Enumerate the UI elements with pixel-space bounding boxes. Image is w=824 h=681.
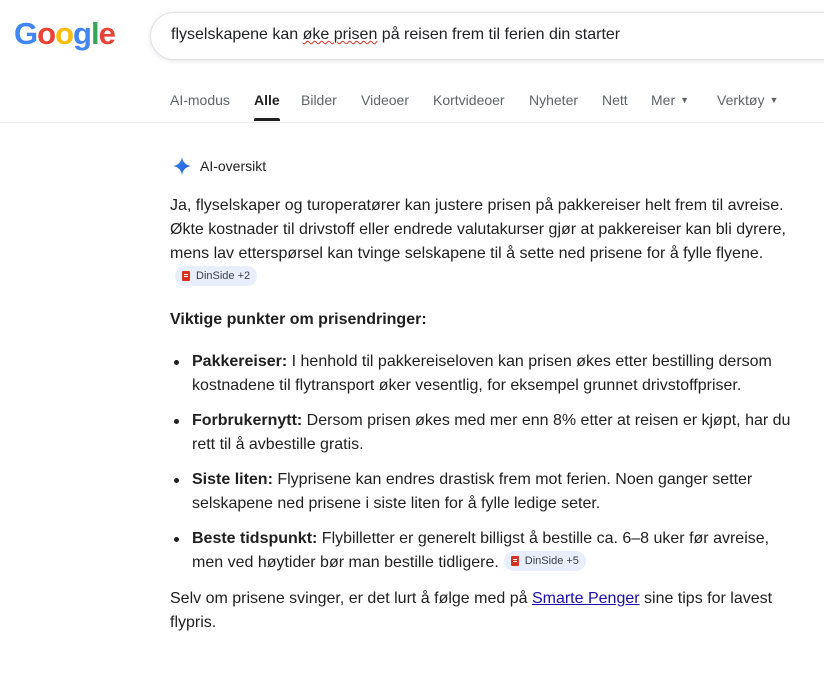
header-divider xyxy=(0,122,824,123)
smarte-penger-link[interactable]: Smarte Penger xyxy=(531,590,640,607)
list-item xyxy=(192,527,800,575)
bullet-text: I henhold til pakkereiseloven kan prisen økes etter bestilling dersom kostnadene til flytransport øker vesentlig, for eksempel grunnet drivstoffpriser. xyxy=(192,353,772,394)
intro-text: Ja, flyselskaper og turoperatører kan justere prisen på pakkereiser helt frem til avreise. Økte kostnader til drivstoff eller endrede valutakurser gjør at pakkereiser kan bli dyrere, mens lav etterspørsel kan tvinge selskapene til å sette ned prisene for å fylle flyene. xyxy=(170,197,786,262)
tab-verktoy-label: Verktøy xyxy=(717,92,765,108)
closing-paragraph xyxy=(170,587,800,635)
source-icon xyxy=(182,271,190,281)
closing-text: sine tips for lavest flypris. xyxy=(170,590,773,631)
tab-verktoy[interactable] xyxy=(717,92,778,108)
tab-kortvideoer[interactable]: Kortvideoer xyxy=(433,92,505,108)
source-chip[interactable] xyxy=(504,551,586,571)
logo-letter: o xyxy=(37,16,56,51)
query-text: på reisen frem til ferien din starter xyxy=(377,26,621,43)
closing-text: Selv om prisene svinger, er det lurt å følge med på xyxy=(170,590,532,607)
logo-letter: G xyxy=(14,16,38,51)
tab-ai-modus[interactable]: AI-modus xyxy=(170,92,230,108)
query-misspelled-text: øke prisen xyxy=(302,26,378,43)
bullet-title: Forbrukernytt: xyxy=(192,412,303,429)
ai-overview-content xyxy=(170,194,800,635)
caret-down-icon: ▼ xyxy=(680,95,690,105)
source-chip[interactable] xyxy=(175,266,257,286)
caret-down-icon: ▼ xyxy=(769,95,779,105)
ai-overview-label: AI-oversikt xyxy=(200,158,267,174)
tab-alle[interactable]: Alle xyxy=(254,92,280,108)
source-chip-label: DinSide +5 xyxy=(524,555,579,567)
bullet-text: Flybilletter er generelt billigst å bestille ca. 6–8 uker før avreise, men ved høytider bør man bestille tidligere. xyxy=(192,530,770,571)
query-text: flyselskapene kan xyxy=(171,26,303,43)
bullet-list xyxy=(170,350,800,575)
bullet-title: Pakkereiser: xyxy=(192,353,288,370)
search-box[interactable] xyxy=(150,12,824,60)
tab-nyheter[interactable]: Nyheter xyxy=(529,92,579,108)
source-icon xyxy=(511,556,519,566)
google-logo[interactable] xyxy=(14,16,115,52)
bullet-text: Dersom prisen økes med mer enn 8% etter at reisen er kjøpt, har du rett til å avbestille gratis. xyxy=(192,412,791,453)
list-item xyxy=(192,350,800,398)
sparkle-icon xyxy=(172,156,192,176)
tab-videoer[interactable]: Videoer xyxy=(361,92,410,108)
logo-letter: g xyxy=(73,16,91,51)
list-item xyxy=(192,468,800,516)
list-item xyxy=(192,409,800,457)
tab-bilder[interactable]: Bilder xyxy=(301,92,337,108)
logo-letter: o xyxy=(55,16,73,51)
search-input[interactable] xyxy=(171,26,620,44)
logo-letter: l xyxy=(90,16,99,51)
bullet-title: Beste tidspunkt: xyxy=(192,530,318,547)
tab-mer-label: Mer xyxy=(651,92,676,108)
tab-mer[interactable] xyxy=(651,92,689,108)
intro-paragraph xyxy=(170,194,800,290)
bullet-title: Siste liten: xyxy=(192,471,273,488)
bullet-text: Flyprisene kan endres drastisk frem mot ferien. Noen ganger setter selskapene ned prisene i siste liten for å fylle ledige seter. xyxy=(192,471,753,512)
tab-nett[interactable]: Nett xyxy=(602,92,628,108)
logo-letter: e xyxy=(98,16,115,51)
subheading: Viktige punkter om prisendringer: xyxy=(170,311,427,328)
source-chip-label: DinSide +2 xyxy=(196,270,251,282)
